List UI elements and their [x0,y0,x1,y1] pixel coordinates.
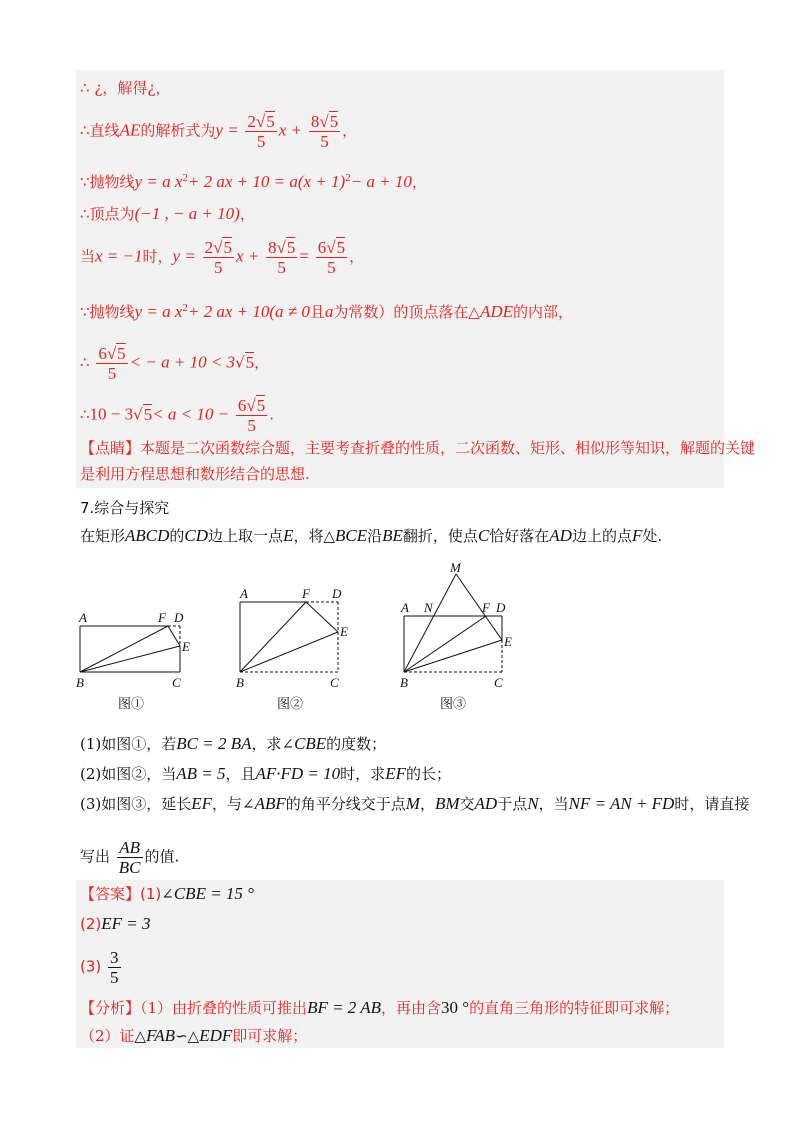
exponent: 2 [182,302,188,314]
text: 当 [80,247,96,266]
text: 直线 [89,121,120,140]
solution-line-3 [80,168,427,192]
text: 于点 [497,795,528,813]
math: C [477,526,490,545]
label-a: A [79,610,87,625]
fraction: $\frac{8√5}{5}$ [310,112,339,151]
solution-line-6 [80,298,573,322]
label-d: D [496,600,506,615]
digit: 6 [98,344,107,363]
math: x + [278,120,303,140]
line-BE [80,646,180,672]
comment-tag: 【点睛】 [80,439,141,457]
question-1 [80,734,386,754]
text: ，求 [251,735,282,753]
line-BF [404,616,486,672]
fraction: $\frac{8√5}{5}$ [268,238,296,277]
math: AF·FD = 10 [255,764,341,783]
solve-text: ¿，解得¿， [94,79,171,97]
text: 边上的点 [571,527,632,545]
solution-line-5 [80,238,364,277]
digit: 5 [277,258,286,277]
text: (3)如图③，延长 [80,795,192,813]
triangle-symbol: △ [323,527,336,545]
text: (1)如图①，若 [80,735,177,753]
therefore-symbol: ∴ [80,205,90,223]
text: ，将 [293,527,324,545]
text: 边上取一点 [208,527,284,545]
punct: ， [342,121,358,140]
digit: 2 [204,238,214,257]
text: 的值. [144,847,180,866]
fraction: $\frac{2√5}{5}$ [204,238,232,277]
math: BF = 2 AB [307,998,382,1017]
math: 30 ° [441,998,470,1017]
because-symbol: ∵ [80,173,90,191]
label-e: E [504,634,512,649]
math: CBE [294,734,327,753]
text: 的内部， [513,303,574,321]
math: F [631,526,643,545]
triangle-symbol: △ [134,1027,147,1045]
angle-symbol: ∠ [161,885,174,903]
digit: 5 [266,112,275,131]
answer-line-1 [80,884,254,904]
line-FE [168,626,180,646]
label-b: B [236,675,244,690]
label-f: F [482,600,490,615]
therefore-symbol: ∴ [80,353,90,372]
answer-line-3 [80,948,123,987]
label-c: C [330,675,339,690]
question-2 [80,764,451,784]
problem-stem [80,526,662,546]
math: N [527,794,539,813]
punct: ， [254,353,270,372]
answer-line-2 [80,914,151,934]
math: x = −1 [95,246,143,266]
math: M [405,794,420,813]
fraction: $\frac{6√5}{5}$ [317,238,346,277]
math: EDF [199,1026,233,1045]
label-a: A [401,600,409,615]
math: AE [119,120,141,140]
text: ，当 [538,795,569,813]
text: 即可求解； [232,1027,308,1045]
label-f: F [302,586,310,601]
therefore-symbol: ∴ [80,405,90,424]
text: ， [419,795,435,813]
math: AB = 5 [176,764,226,783]
punct: ， [349,247,365,266]
label-b: B [400,675,408,690]
line-BE [240,632,338,672]
fraction-ab-bc [117,838,143,877]
numerator: 3 [110,948,119,967]
math: EF = 3 [101,914,151,933]
math: ADE [479,302,513,321]
digit: 6 [317,238,327,257]
text: 沿 [367,527,383,545]
math: EF [191,794,213,813]
fraction: $\frac{6√5}{5}$ [98,344,126,383]
answer-tag: 【答案】 [80,885,141,903]
solution-line-2 [80,112,357,151]
label-d: D [332,586,342,601]
text: 为常数）的顶点落在 [333,303,469,321]
punct: ， [239,205,255,223]
part-label: (3) [80,957,102,976]
caption-figure-2: 图② [277,697,304,712]
text: 时， [142,247,173,266]
label-b: B [76,675,84,690]
fraction-answer [108,948,121,987]
figure-2 [240,602,338,672]
exponent: 2 [182,172,188,184]
text: 顶点为 [89,205,135,223]
text: ，再由含 [381,999,442,1017]
punct: . [269,405,275,424]
math: + 2 ax + 10 [187,302,270,321]
solution-line-1 [80,78,170,98]
caption-figure-3: 图③ [440,697,467,712]
math: − a + 10 [350,172,412,191]
math: BCE [335,526,368,545]
analysis-tag: 【分析】 [80,999,141,1017]
digit: 5 [117,344,126,363]
analysis-line-1 [80,998,679,1018]
math: E [283,526,294,545]
text: （2）证 [80,1027,135,1045]
label-e: E [340,624,348,639]
text: 在矩形 [80,527,126,545]
exponent: 2 [345,172,351,184]
digit: 5 [256,132,266,151]
solution-line-4 [80,204,255,224]
digit: 8 [268,238,277,257]
digit: 5 [247,416,256,435]
part-label: (2) [80,915,102,933]
answer-shade [76,880,724,1048]
label-e: E [182,639,190,654]
analysis-line-2 [80,1026,307,1046]
question-3 [80,794,749,814]
text: 且 [309,303,325,321]
text: 的长； [405,765,451,783]
text: 的解析式为 [140,121,216,140]
math: BE [382,526,403,545]
text: 交 [459,795,475,813]
digit: 5 [336,238,346,257]
similar-symbol: ∽ [175,1027,188,1045]
text: 写出 [80,847,111,866]
math: < − a + 10 < 3 [129,352,236,372]
math: ABF [254,794,286,813]
line-BF [240,602,306,672]
part-label: (1) [140,885,162,903]
text: ，与 [212,795,243,813]
text: 时，请直接 [674,795,750,813]
denominator: 5 [110,968,119,987]
math: CD [184,526,209,545]
math: CBE = 15 ° [173,884,254,903]
math: 10 − 3 [89,404,134,424]
math: y = [215,120,239,140]
label-f: F [158,610,166,625]
digit: 2 [247,112,256,131]
math: FAB [146,1026,176,1045]
fraction: $\frac{2√5}{5}$ [247,112,275,151]
figure-3 [404,574,502,672]
text: 恰好落在 [489,527,550,545]
figure-1-labels [76,610,190,712]
solution-line-7: ∴ $\frac{6√5}{5}$ < − a + 10 < 3√5， [80,344,270,383]
math: = [299,246,309,266]
comment-text: 本题是二次函数综合题，主要考查折叠的性质，二次函数、矩形、相似形等知识，解题的关键 [140,439,756,457]
line-BF [80,626,168,672]
geometry-figures [0,560,800,720]
text: 的 [169,527,185,545]
math: y = [172,246,196,266]
math: NF = AN + FD [568,794,675,813]
punct: ， [411,173,427,191]
therefore-symbol: ∴ [80,79,90,97]
digit: 5 [245,352,255,372]
text: ，且 [225,765,256,783]
triangle-symbol: △ [187,1027,200,1045]
text: 时，求 [340,765,386,783]
angle-symbol: ∠ [281,735,295,753]
denominator: BC [118,858,141,877]
title-text: 7.综合与探究 [80,499,170,517]
text: 的度数； [326,735,387,753]
digit: 5 [223,238,232,257]
caption-figure-1: 图① [118,697,145,712]
label-a: A [240,586,248,601]
digit: 5 [214,258,223,277]
label-d: D [174,610,184,625]
figure-2-labels [236,586,348,712]
because-symbol: ∵ [80,303,90,321]
label-c: C [494,675,503,690]
comment-text: 是利用方程思想和数形结合的思想. [80,465,310,483]
text: （1）由折叠的性质可推出 [140,999,308,1017]
math: ABCD [125,526,170,545]
digit: 5 [327,258,336,277]
digit: 5 [329,112,339,131]
digit: 5 [320,132,329,151]
math: y = a x [134,302,183,321]
math: y = a x [134,172,183,191]
text: 的角平分线交于点 [285,795,406,813]
digit: 8 [310,112,320,131]
digit: 5 [256,396,266,415]
question-3-line-2 [80,838,179,877]
math: + 2 ax + 10 = a [187,172,298,191]
line-FE [306,602,338,632]
digit: 5 [143,404,153,424]
math: a [324,302,334,321]
angle-symbol: ∠ [242,795,255,813]
text: 的直角三角形的特征即可求解； [469,999,680,1017]
text: 翻折，使点 [402,527,478,545]
math: EF [385,764,406,783]
label-n: N [424,600,433,615]
math: AD [549,526,572,545]
numerator: AB [117,838,143,858]
triangle-symbol: △ [468,303,480,321]
math: BM [434,794,460,813]
figure-1 [80,626,180,672]
problem-title [80,498,169,518]
text: 抛物线 [89,303,135,321]
math: BC = 2 BA [176,734,252,753]
math: (x + 1) [297,172,346,191]
math: (a ≠ 0 [269,302,310,321]
comment-line-2 [80,464,310,484]
fraction: $\frac{6√5}{5}$ [237,396,266,435]
digit: 5 [107,364,117,383]
math: (−1 , − a + 10) [134,204,240,223]
label-m: M [450,560,461,575]
text: 抛物线 [89,173,135,191]
label-c: C [172,675,181,690]
digit: 6 [237,396,247,415]
comment-line-1 [80,438,755,458]
digit: 5 [286,238,296,257]
math: < a < 10 − [152,404,230,424]
math: x + [235,246,260,266]
text: (2)如图②，当 [80,765,177,783]
therefore-symbol: ∴ [80,121,90,140]
text: 处. [642,527,663,545]
math: AD [474,794,498,813]
solution-line-8: ∴10 − 3√5< a < 10 − $\frac{6√5}{5}$ . [80,396,275,435]
